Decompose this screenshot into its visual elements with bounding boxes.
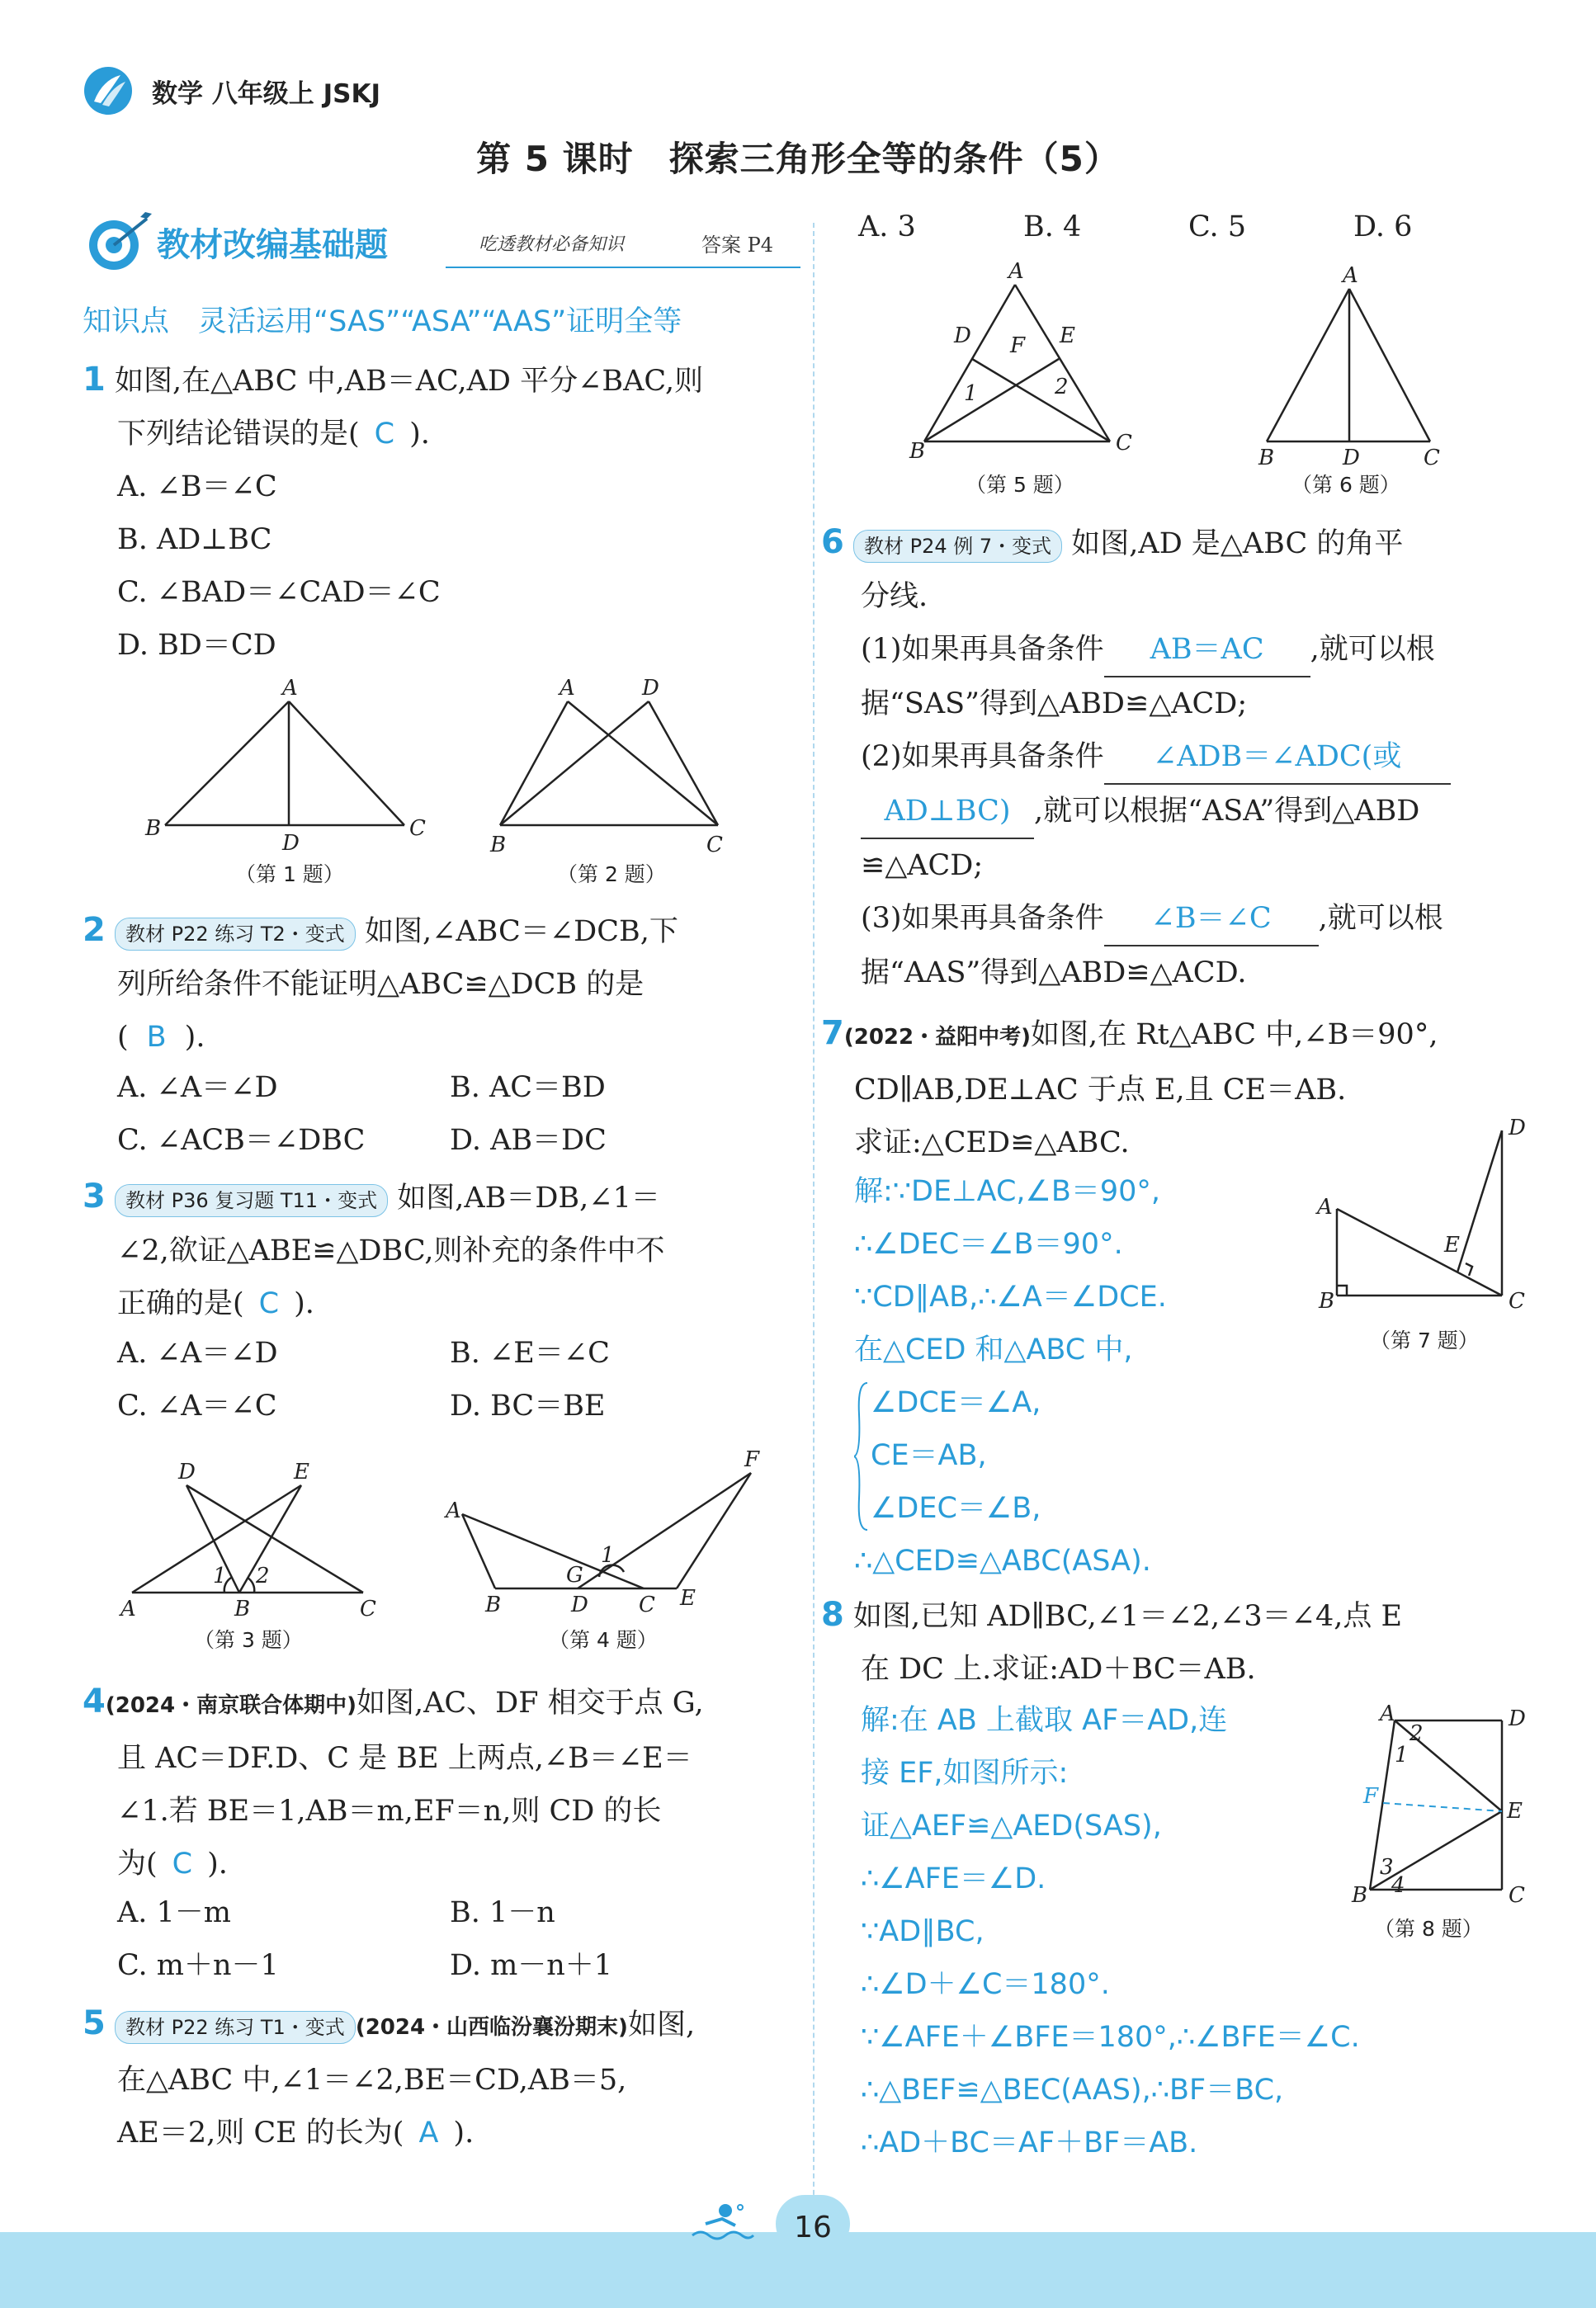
figure-caption: （第 7 题）: [1370, 1329, 1479, 1352]
question-text: 如图,在△ABC 中,AB＝AC,AD 平分∠BAC,则: [114, 365, 704, 398]
option: D. 6: [1353, 210, 1413, 243]
figure-3: [116, 1461, 396, 1626]
question-text: ∠1.若 BE＝1,AB＝m,EF＝n,则 CD 的长: [117, 1795, 662, 1828]
proof-line: ∴∠AFE＝∠D.: [861, 1862, 1046, 1895]
swimmer-icon: [689, 2199, 755, 2249]
point-label: F: [1010, 333, 1026, 358]
angle-label: 1: [213, 1564, 227, 1588]
question-text: 分线.: [861, 580, 928, 613]
proof-line: 解:在 AB 上截取 AF＝AD,连: [861, 1704, 1228, 1737]
figure-caption: （第 5 题）: [966, 473, 1074, 497]
textbook-tag: 教材 P22 练习 T1・变式: [115, 2011, 356, 2044]
point-label: A: [282, 677, 298, 701]
figure-caption: （第 3 题）: [194, 1628, 303, 1652]
point-label: B: [1352, 1883, 1368, 1908]
option: D. BD＝CD: [117, 629, 276, 662]
question-text: AE＝2,则 CE 的长为(: [117, 2117, 404, 2150]
point-label: E: [294, 1461, 309, 1484]
figure-5: [900, 260, 1147, 466]
point-label: B: [234, 1597, 251, 1621]
angle-label: 2: [1055, 375, 1069, 399]
answer: B: [146, 1021, 167, 1054]
question-text: ,就可以根据“ASA”得到△ABD: [1034, 795, 1420, 828]
answer-blank: ∠ADB＝∠ADC(或: [1104, 730, 1451, 785]
option: A. 3: [858, 210, 916, 243]
point-label: E: [680, 1586, 696, 1611]
page-number: 16: [776, 2195, 850, 2253]
book-logo-icon: [83, 65, 134, 116]
question-text: ).: [409, 418, 430, 451]
figure-caption: （第 8 题）: [1374, 1917, 1483, 1941]
answer-blank: ∠B＝∠C: [1104, 892, 1319, 946]
question-text: 下列结论错误的是(: [117, 418, 360, 451]
answer: C: [258, 1287, 280, 1320]
point-label: D: [282, 831, 300, 856]
figure-7: [1312, 1110, 1543, 1316]
point-label: B: [1319, 1289, 1335, 1314]
figure-caption: （第 4 题）: [549, 1628, 658, 1652]
point-label: B: [485, 1593, 502, 1617]
brace-icon: [854, 1381, 869, 1532]
question-number: 3: [83, 1178, 106, 1215]
answer: C: [172, 1848, 193, 1881]
option: A. ∠A＝∠D: [117, 1337, 278, 1370]
point-label: D: [1509, 1116, 1526, 1140]
source-tag: (2024・山西临汾襄汾期末): [355, 2015, 628, 2040]
page-header: [83, 66, 380, 116]
answer-reference: 答案 P4: [701, 234, 774, 257]
option: D. m－n＋1: [450, 1949, 613, 1982]
question-text: ,就可以根: [1310, 633, 1435, 666]
angle-label: 3: [1380, 1855, 1394, 1880]
figure-caption: （第 2 题）: [557, 862, 666, 886]
option: B. 4: [1023, 210, 1082, 243]
section-banner: [83, 210, 800, 276]
question-text: ).: [207, 1848, 228, 1881]
question-text: ).: [184, 1021, 205, 1054]
question-text: ≌△ACD;: [861, 849, 984, 882]
proof-line: ∵CD∥AB,∴∠A＝∠DCE.: [854, 1281, 1167, 1314]
option: C. ∠ACB＝∠DBC: [117, 1124, 366, 1157]
angle-label: 2: [1409, 1721, 1424, 1746]
question-text: 为(: [117, 1848, 158, 1881]
question-text: 求证:△CED≌△ABC.: [854, 1126, 1130, 1159]
knowledge-point: 知识点 灵活运用“SAS”“ASA”“AAS”证明全等: [83, 305, 682, 338]
target-icon: [83, 210, 157, 276]
proof-line: ∴∠D＋∠C＝180°.: [861, 1968, 1110, 2001]
proof-line: 在△CED 和△ABC 中,: [854, 1333, 1133, 1366]
point-label: F: [744, 1448, 760, 1472]
point-label: B: [909, 439, 926, 464]
point-label: C: [1509, 1883, 1525, 1908]
question-text: 在 DC 上.求证:AD＋BC＝AB.: [861, 1653, 1256, 1686]
proof-line: ∵∠AFE＋∠BFE＝180°,∴∠BFE＝∠C.: [861, 2021, 1360, 2054]
point-label: C: [1424, 446, 1440, 466]
question-text: ,就可以根: [1318, 902, 1443, 935]
point-label: C: [1116, 431, 1132, 455]
figure-caption: （第 1 题）: [235, 862, 344, 886]
question-number: 7: [821, 1014, 844, 1052]
point-label: A: [1317, 1195, 1333, 1220]
proof-line: ∴△BEF≌△BEC(AAS),∴BF＝BC,: [861, 2074, 1284, 2107]
question-text: (: [117, 1021, 129, 1054]
point-label: E: [1507, 1799, 1523, 1824]
option: D. AB＝DC: [450, 1124, 607, 1157]
point-label: D: [1509, 1706, 1526, 1731]
option: C. ∠A＝∠C: [117, 1390, 277, 1423]
question-text: 列所给条件不能证明△ABC≌△DCB 的是: [117, 968, 645, 1001]
question-number: 8: [821, 1596, 844, 1634]
question-3: [83, 1170, 792, 1330]
question-4: [83, 1675, 792, 1890]
question-text: CD∥AB,DE⊥AC 于点 E,且 CE＝AB.: [854, 1074, 1347, 1107]
point-label: C: [360, 1597, 376, 1621]
banner-subtitle: 吃透教材必备知识: [479, 234, 625, 255]
angle-label: 1: [1395, 1743, 1409, 1768]
figure-2: [487, 677, 751, 866]
question-text: (2)如果再具备条件: [861, 740, 1104, 773]
question-8: [821, 1588, 1547, 1696]
figure-8: [1345, 1696, 1543, 1910]
question-text: ∠2,欲证△ABE≌△DBC,则补充的条件中不: [117, 1234, 665, 1267]
proof-line: 接 EF,如图所示:: [861, 1757, 1069, 1790]
question-text: 如图,: [627, 2008, 696, 2041]
textbook-tag: 教材 P22 练习 T2・变式: [115, 918, 356, 951]
proof-line: 证△AEF≌△AED(SAS),: [861, 1810, 1162, 1843]
point-label: D: [954, 323, 971, 348]
point-label: D: [178, 1461, 196, 1484]
point-label: A: [1008, 260, 1024, 284]
question-text: 据“SAS”得到△ABD≌△ACD;: [861, 687, 1248, 720]
proof-line: ∴△CED≌△ABC(ASA).: [854, 1545, 1151, 1578]
option: C. m＋n－1: [117, 1949, 279, 1982]
point-label: B: [490, 833, 507, 857]
textbook-tag: 教材 P36 复习题 T11・变式: [115, 1184, 388, 1217]
page-title: 第 5 课时 探索三角形全等的条件（5）: [476, 139, 1120, 179]
question-number: 6: [821, 523, 844, 561]
figure-6: [1242, 264, 1457, 466]
column-divider: [813, 223, 815, 2236]
question-text: ).: [294, 1287, 314, 1320]
q7-proof: [854, 1165, 1349, 1588]
answer: A: [418, 2117, 439, 2150]
source-tag: (2022・益阳中考): [843, 1025, 1031, 1050]
angle-label: 4: [1391, 1873, 1405, 1898]
option: A. ∠A＝∠D: [117, 1071, 278, 1104]
question-1: [83, 353, 792, 672]
option: B. 1－n: [450, 1896, 555, 1929]
angle-label: 1: [964, 381, 978, 406]
point-label: F: [1363, 1784, 1379, 1809]
header-text: 数学 八年级上 JSKJ: [152, 78, 381, 109]
question-2: [83, 904, 792, 1064]
question-text: 且 AC＝DF.D、C 是 BE 上两点,∠B＝∠E＝: [117, 1742, 692, 1775]
proof-line: ∠DCE＝∠A,: [871, 1386, 1041, 1419]
question-text: (3)如果再具备条件: [861, 902, 1104, 935]
question-5: [83, 1997, 800, 2159]
point-label: A: [1380, 1702, 1395, 1726]
point-label: A: [446, 1499, 461, 1523]
point-label: G: [566, 1563, 583, 1588]
point-label: D: [1343, 446, 1360, 466]
point-label: A: [120, 1597, 136, 1621]
banner-title: 教材改编基础题: [157, 226, 388, 264]
proof-line: 解:∵DE⊥AC,∠B＝90°,: [854, 1175, 1161, 1208]
proof-line: ∴AD＋BC＝AF＋BF＝AB.: [861, 2126, 1198, 2159]
proof-line: ∴∠DEC＝∠B＝90°.: [854, 1228, 1123, 1261]
figure-1: [140, 677, 446, 866]
question-text: 如图,AD 是△ABC 的角平: [1071, 527, 1404, 560]
point-label: C: [409, 816, 426, 841]
question-text: 如图,AC、DF 相交于点 G,: [356, 1687, 704, 1720]
point-label: C: [1509, 1289, 1525, 1314]
point-label: D: [642, 677, 659, 701]
banner-underline: [446, 267, 800, 268]
point-label: A: [1343, 264, 1358, 288]
option: A. 1－m: [117, 1896, 231, 1929]
point-label: C: [639, 1593, 655, 1617]
answer: C: [374, 418, 395, 451]
question-number: 4: [83, 1683, 106, 1720]
option: B. AD⊥BC: [117, 523, 272, 556]
point-label: B: [145, 816, 162, 841]
option: C. ∠BAD＝∠CAD＝∠C: [117, 576, 441, 609]
option: B. ∠E＝∠C: [450, 1337, 610, 1370]
option: B. AC＝BD: [450, 1071, 606, 1104]
option: A. ∠B＝∠C: [117, 470, 277, 503]
point-label: C: [706, 833, 723, 857]
question-number: 2: [83, 911, 106, 949]
point-label: B: [1258, 446, 1275, 466]
textbook-tag: 教材 P24 例 7・变式: [853, 530, 1062, 563]
proof-line: CE＝AB,: [871, 1439, 987, 1472]
angle-label: 1: [601, 1543, 615, 1568]
question-text: 如图,在 Rt△ABC 中,∠B＝90°,: [1030, 1018, 1438, 1051]
source-tag: (2024・南京联合体期中): [105, 1693, 357, 1718]
point-label: E: [1060, 323, 1075, 348]
figure-4: [437, 1448, 784, 1626]
answer-blank: AD⊥BC): [861, 785, 1034, 839]
question-text: (1)如果再具备条件: [861, 633, 1104, 666]
option: C. 5: [1188, 210, 1247, 243]
point-label: D: [571, 1593, 588, 1617]
question-text: 如图,AB＝DB,∠1＝: [397, 1182, 660, 1215]
point-label: E: [1444, 1233, 1460, 1258]
question-number: 5: [83, 2004, 106, 2042]
option: D. BC＝BE: [450, 1390, 606, 1423]
question-number: 1: [83, 361, 106, 399]
answer-blank: AB＝AC: [1104, 623, 1310, 677]
proof-line: ∠DEC＝∠B,: [871, 1492, 1041, 1525]
question-text: 如图,已知 AD∥BC,∠1＝∠2,∠3＝∠4,点 E: [852, 1600, 1403, 1633]
angle-label: 2: [256, 1564, 270, 1588]
question-text: 正确的是(: [117, 1287, 244, 1320]
question-text: 在△ABC 中,∠1＝∠2,BE＝CD,AB＝5,: [117, 2064, 627, 2097]
point-label: A: [560, 677, 575, 701]
figure-caption: （第 6 题）: [1291, 473, 1400, 497]
question-text: 如图,∠ABC＝∠DCB,下: [364, 915, 678, 948]
question-6: [821, 516, 1539, 999]
question-text: 据“AAS”得到△ABD≌△ACD.: [861, 956, 1247, 989]
proof-line: ∵AD∥BC,: [861, 1915, 985, 1948]
question-text: ).: [453, 2117, 475, 2150]
